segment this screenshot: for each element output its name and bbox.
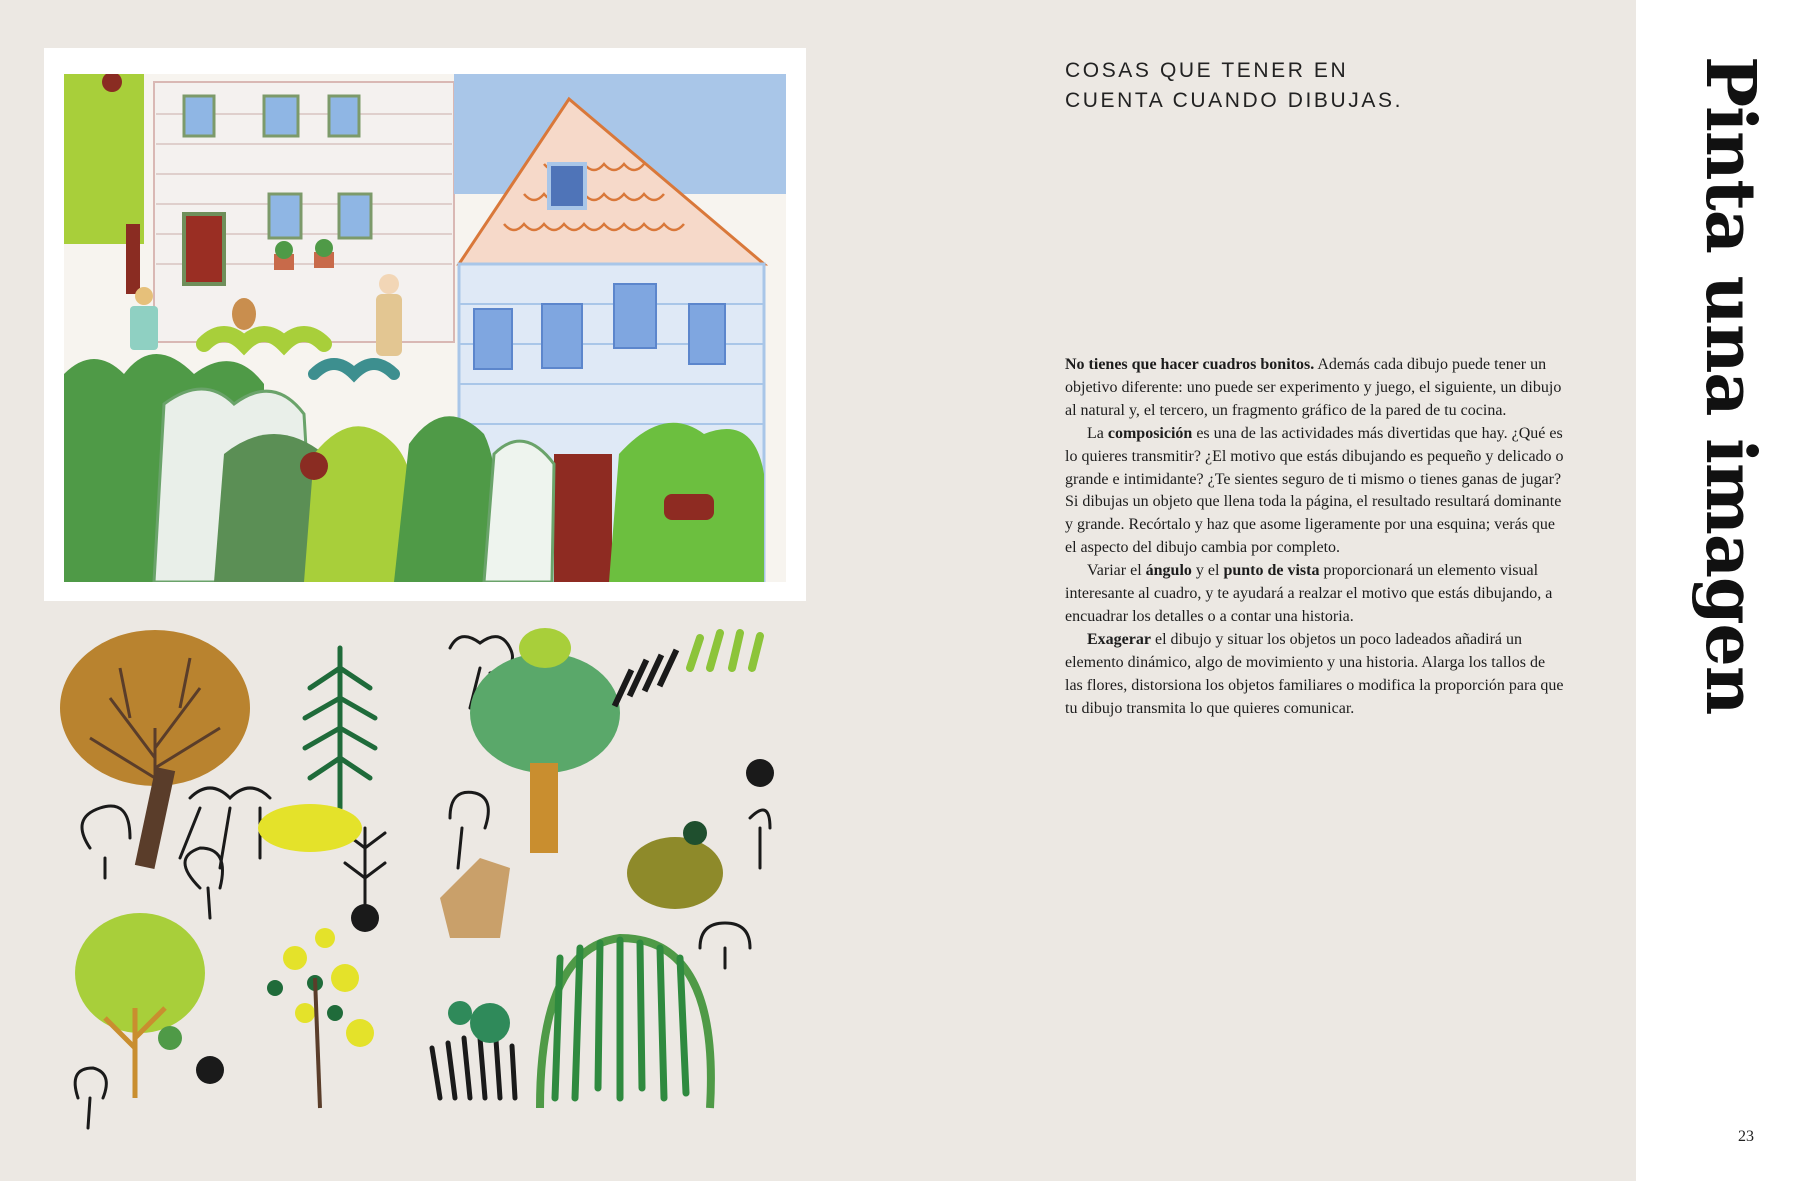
paragraph-3 bbox=[1065, 560, 1565, 629]
subtitle-line-1: COSAS QUE TENER EN bbox=[1065, 59, 1349, 82]
paragraph-3-mid: y el bbox=[1191, 562, 1224, 580]
paragraph-4-lead: Exagerar bbox=[1087, 630, 1151, 648]
paragraph-2-pre: La bbox=[1087, 424, 1108, 442]
section-subtitle bbox=[1065, 56, 1485, 116]
paragraph-2-bold: composición bbox=[1107, 424, 1193, 442]
house-illustration-frame bbox=[44, 48, 806, 601]
paragraph-3-text: proporcionará un elemento visual interesante al cuadro, y te ayudará a realzar el motivo que estás dibujando, a encuadrar los detalles o a contar una historia. bbox=[1065, 562, 1553, 625]
subtitle-line-2: CUENTA CUANDO DIBUJAS. bbox=[1065, 89, 1404, 112]
paragraph-1-lead: No tienes que hacer cuadros bonitos. bbox=[1065, 356, 1315, 373]
paragraph-2-text: es una de las actividades más divertidas que hay. ¿Qué es lo quieres transmitir? ¿El motivo que estás dibujando es pequeño y delicado o grande e intimidante? ¿Te sientes seguro de ti mismo o tienes ganas de jugar? Si dibujas un objeto que llena toda la página, el resultado resultará dominante y grande. Recórtalo y haz que asome ligeramente por una esquina; verás que el aspecto del dibujo cambia por completo. bbox=[1065, 424, 1564, 557]
paragraph-3-bold-1: ángulo bbox=[1145, 562, 1192, 580]
paragraph-3-pre: Variar el bbox=[1087, 562, 1146, 580]
paragraph-4-text: el dibujo y situar los objetos un poco ladeados añadirá un elemento dinámico, algo de movimiento y una historia. Alarga los tallos de las flores, distorsiona los objetos familiares o modifica la proporción para que tu dibujo transmita lo que quieres comunicar. bbox=[1065, 630, 1564, 717]
paragraph-1-text: Además cada dibujo puede tener un objetivo diferente: uno puede ser experimento y juego, el siguiente, un dibujo al natural y, el tercero, un fragmento gráfico de la pared de tu cocina. bbox=[1065, 356, 1562, 419]
tree-sketches-illustration bbox=[60, 628, 800, 1138]
page-number: 23 bbox=[1738, 1128, 1754, 1145]
paragraph-3-bold-2: punto de vista bbox=[1223, 562, 1320, 580]
vertical-page-title: Pinta una imagen bbox=[1690, 56, 1770, 715]
paragraph-1 bbox=[1065, 354, 1565, 423]
paragraph-4 bbox=[1065, 629, 1565, 721]
house-illustration bbox=[64, 74, 786, 582]
paragraph-2 bbox=[1065, 423, 1565, 560]
body-text bbox=[1065, 354, 1565, 721]
